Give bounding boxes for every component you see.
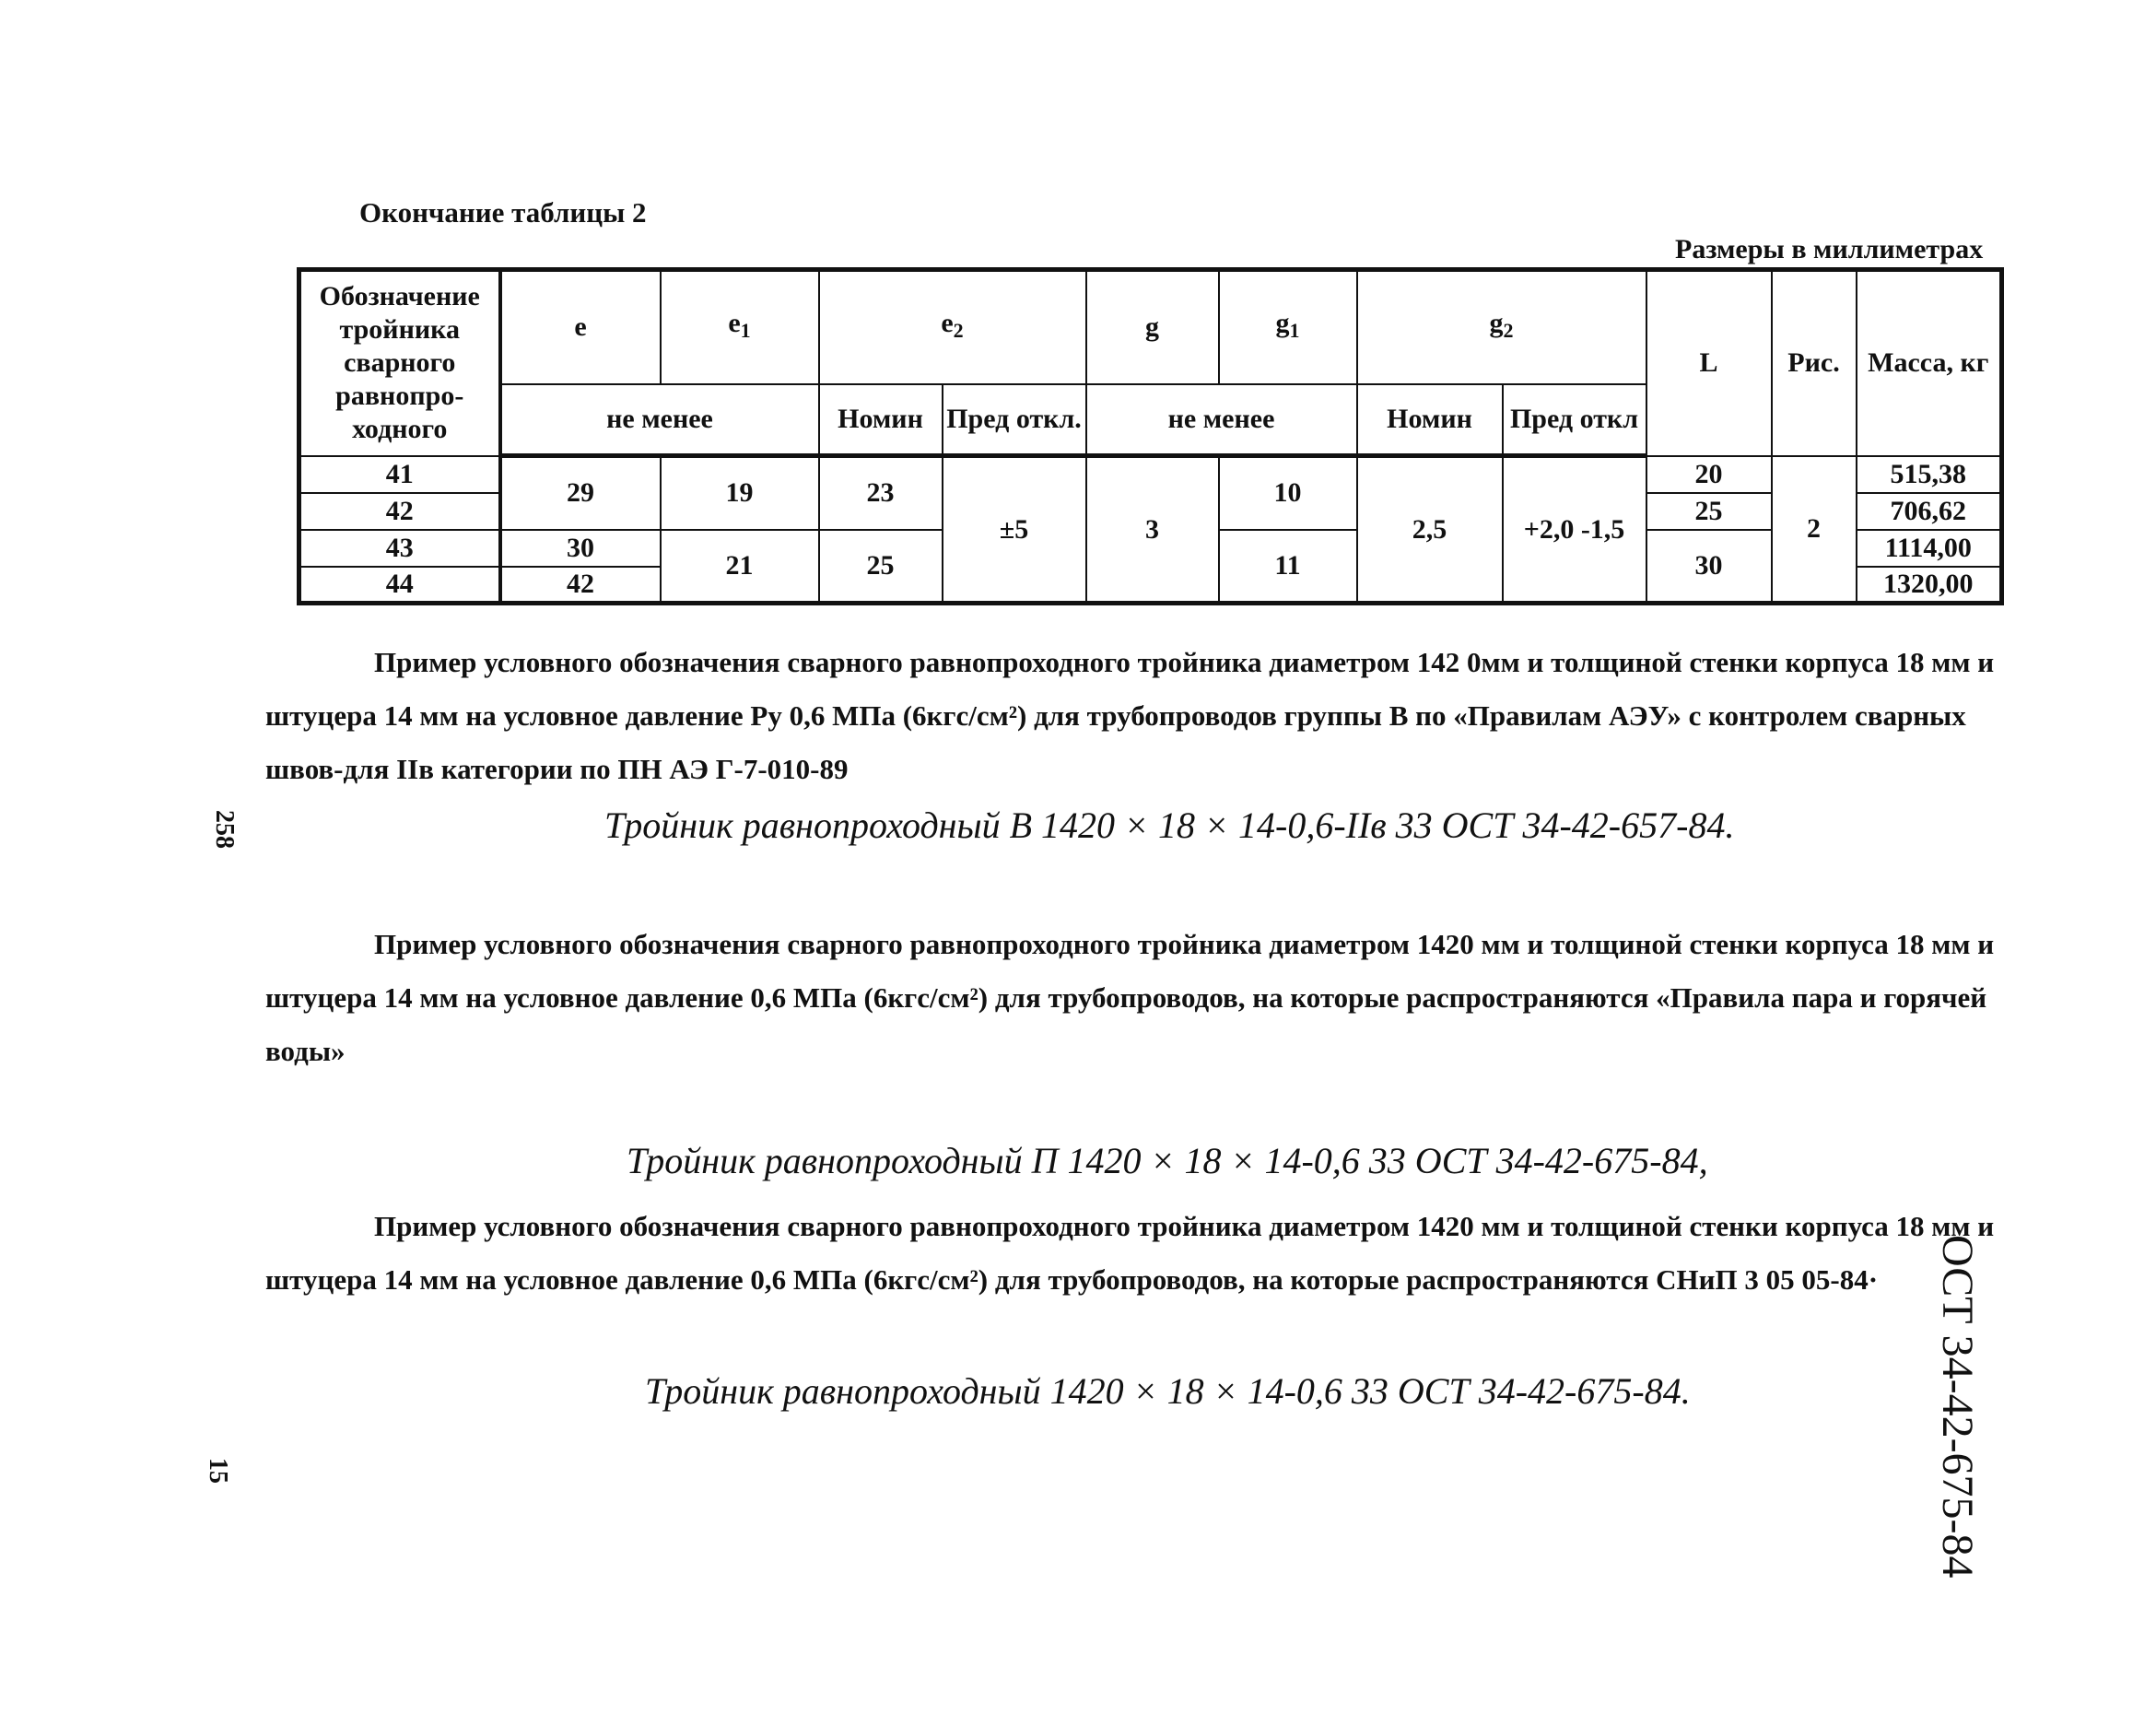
example-designation-3: Тройник равнопроходный 1420 × 18 × 14-0,6 33 ОСТ 34-42-675-84. (645, 1370, 1691, 1412)
paragraph-line: швов-для IIв категории по ПН АЭ Г-7-010-89 (265, 753, 849, 785)
header-e: e (500, 270, 661, 384)
example-designation-1: Тройник равнопроходный В 1420 × 18 × 14-0,6-IIв 33 ОСТ 34-42-657-84. (604, 804, 1735, 846)
page-number-top: 258 (210, 810, 239, 849)
header-fig: Рис. (1772, 270, 1857, 456)
cell-mass: 1114,00 (1857, 530, 2002, 567)
header-e2: $e_2$ (819, 270, 1086, 384)
header-not-less-2: не менее (1086, 384, 1357, 456)
header-e1: $e_1$ (661, 270, 819, 384)
paragraph-line: Пример условного обозначения сварного равнопроходного тройника диаметром 1420 мм и толщиной стенки корпуса 18 мм и (374, 1210, 1995, 1242)
header-pred-1: Пред откл. (943, 384, 1086, 456)
example-designation-2: Тройник равнопроходный П 1420 × 18 × 14-0,6 33 ОСТ 34-42-675-84, (627, 1140, 1708, 1181)
header-g1: $g_1$ (1219, 270, 1357, 384)
header-nomin-2: Номин (1357, 384, 1503, 456)
header-g: g (1086, 270, 1219, 384)
cell-designation: 42 (299, 493, 500, 530)
page-number-bottom: 15 (204, 1458, 232, 1484)
paragraph-2 (265, 918, 2016, 1078)
cell-mass: 706,62 (1857, 493, 2002, 530)
table-caption: Окончание таблицы 2 (359, 196, 647, 229)
cell-mass: 1320,00 (1857, 567, 2002, 604)
cell-g1: 11 (1219, 530, 1357, 604)
cell-g2-dev: +2,0 -1,5 (1503, 456, 1646, 604)
header-pred-2: Пред откл (1503, 384, 1646, 456)
paragraph-line: воды» (265, 1035, 346, 1067)
cell-L: 20 (1646, 456, 1772, 493)
cell-e: 42 (500, 567, 661, 604)
header-designation: Обозначение тройника сварного равнопро-ходного (299, 270, 500, 456)
units-note: Размеры в миллиметрах (1675, 234, 1984, 264)
cell-e: 29 (500, 456, 661, 530)
paragraph-line: штуцера 14 мм на условное давление 0,6 МПа (6кгс/см²) для трубопроводов, на которые распространяются СНиП 3 05 05-84· (265, 1263, 1879, 1296)
cell-e: 30 (500, 530, 661, 567)
paragraph-3 (265, 1200, 2016, 1307)
paragraph-line: штуцера 14 мм на условное давление 0,6 МПа (6кгс/см²) для трубопроводов, на которые распространяются «Правила пара и горячей (265, 981, 1987, 1014)
cell-fig: 2 (1772, 456, 1857, 604)
cell-designation: 44 (299, 567, 500, 604)
cell-g2: 2,5 (1357, 456, 1503, 604)
paragraph-line: Пример условного обозначения сварного равнопроходного тройника диаметром 1420 мм и толщиной стенки корпуса 18 мм и (374, 928, 1995, 960)
cell-e2: 23 (819, 456, 943, 530)
cell-e2: 25 (819, 530, 943, 604)
header-mass: Масса, кг (1857, 270, 2002, 456)
cell-mass: 515,38 (1857, 456, 2002, 493)
header-g2: $g_2$ (1357, 270, 1646, 384)
header-L: L (1646, 270, 1772, 456)
cell-e2-dev: ±5 (943, 456, 1086, 604)
cell-designation: 41 (299, 456, 500, 493)
cell-e1: 19 (661, 456, 819, 530)
table-row (299, 456, 2002, 493)
cell-L: 25 (1646, 493, 1772, 530)
paragraph-line: Пример условного обозначения сварного равнопроходного тройника диаметром 142 0мм и толщиной стенки корпуса 18 мм и (374, 646, 1995, 678)
standard-code: ОСТ 34-42-675-84 (1933, 1235, 1982, 1579)
header-not-less-1: не менее (500, 384, 819, 456)
paragraph-1 (265, 636, 2016, 796)
cell-L: 30 (1646, 530, 1772, 604)
paragraph-line: штуцера 14 мм на условное давление Ру 0,6 МПа (6кгс/см²) для трубопроводов группы В по «Правилам АЭУ» с контролем сварных (265, 699, 1966, 732)
cell-g1: 10 (1219, 456, 1357, 530)
cell-designation: 43 (299, 530, 500, 567)
cell-g: 3 (1086, 456, 1219, 604)
spec-table (297, 267, 2004, 605)
header-nomin-1: Номин (819, 384, 943, 456)
cell-e1: 21 (661, 530, 819, 604)
